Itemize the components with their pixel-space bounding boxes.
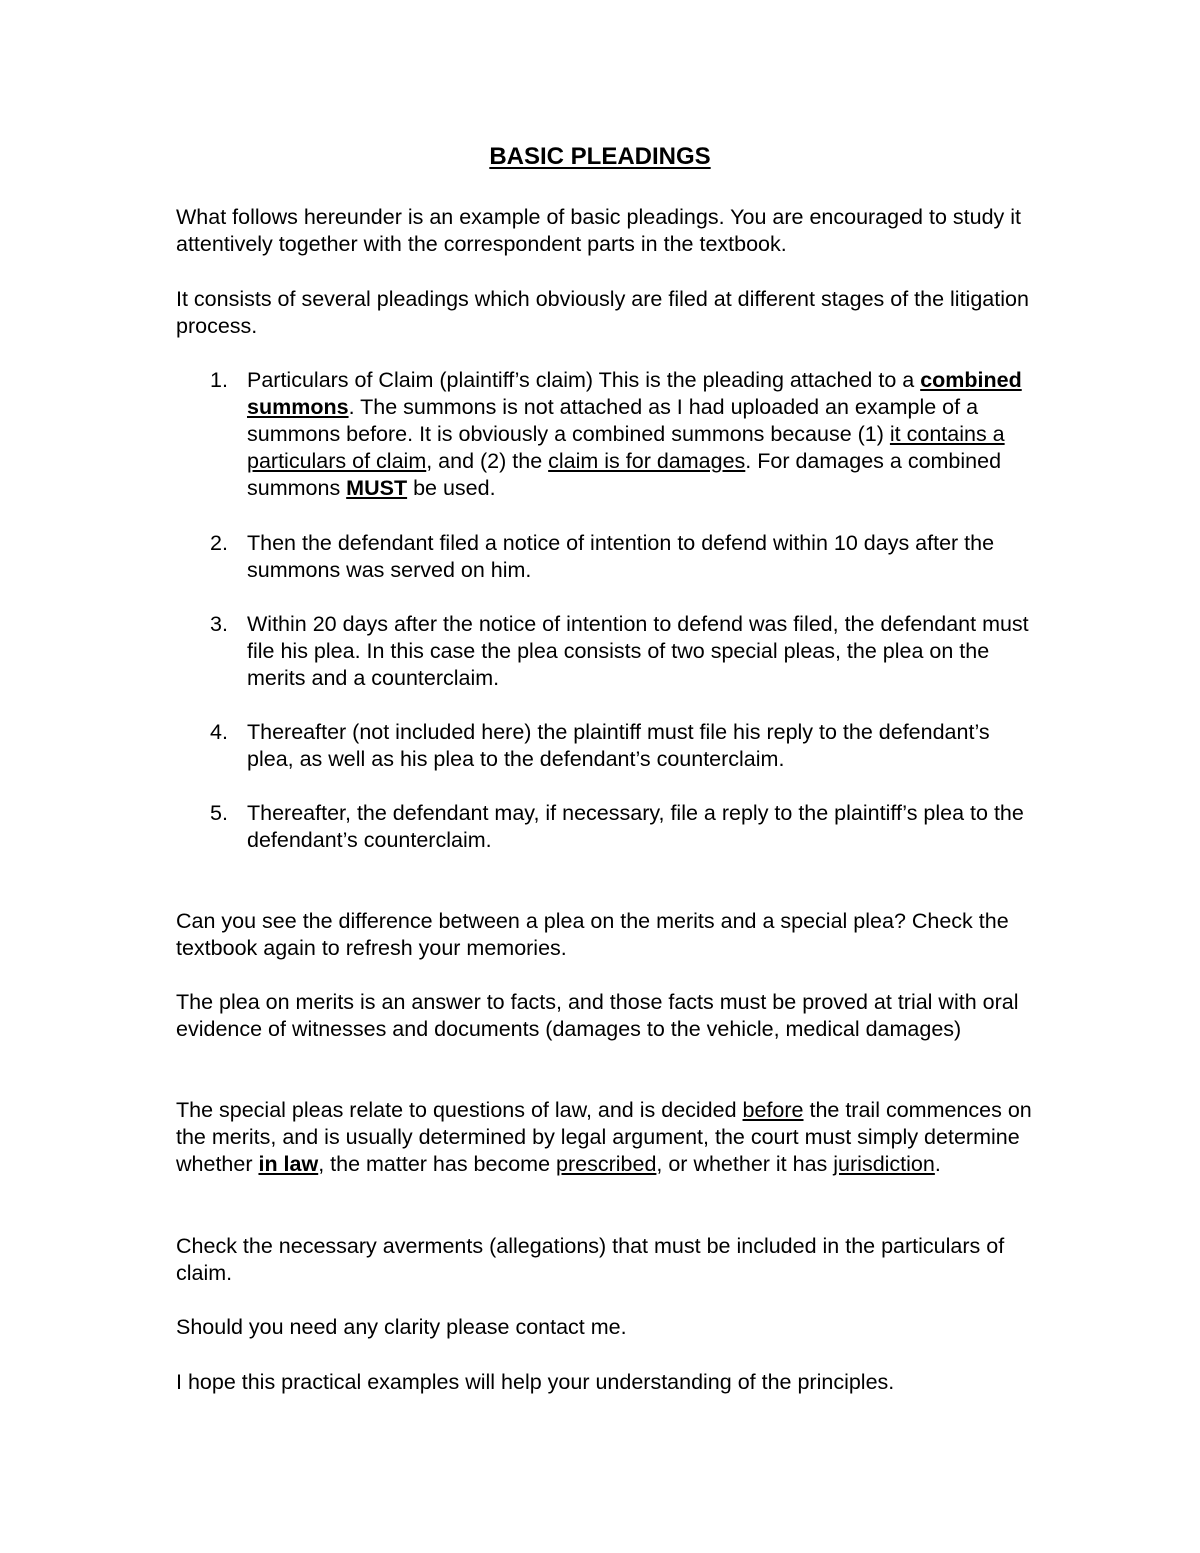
text-run: Then the defendant filed a notice of intention to defend within 10 days after the summons was served on him. [247,531,995,582]
underlined-text: claim is for damages [548,449,746,473]
underlined-text: it contains a particulars of claim [247,422,1005,473]
text-run: Thereafter (not included here) the plaintiff must file his reply to the defendant’s plea, as well as his plea to the defendant’s counterclaim. [247,720,990,771]
emphasized-text: combined summons [247,368,1022,419]
emphasized-text: MUST [346,476,408,500]
list-number: 3. [210,612,228,636]
list-item-text [247,719,1037,773]
text-run: , the matter has become [318,1152,557,1176]
intro-paragraph-1: What follows hereunder is an example of basic pleadings. You are encouraged to study it attentively together with the correspondent parts in the textbook. [176,205,1021,256]
text-run: . The summons is not attached as I had uploaded an example of a summons before. It is obviously a combined summons because (1) [247,395,979,446]
text-run: The special pleas relate to questions of law, and is decided [176,1098,743,1122]
text-run: be used. [407,476,496,500]
list-item-text [247,800,1037,854]
text-run: Thereafter, the defendant may, if necessary, file a reply to the plaintiff’s plea to the defendant’s counterclaim. [247,801,1024,852]
averments-paragraph: Check the necessary averments (allegations) that must be included in the particulars of claim. [176,1234,1005,1285]
merits-paragraph: The plea on merits is an answer to facts, and those facts must be proved at trial with oral evidence of witnesses and documents (damages to the vehicle, medical damages) [176,990,1019,1041]
text-run: . For damages a combined summons [247,449,1002,500]
text-run: Within 20 days after the notice of intention to defend was filed, the defendant must file his plea. In this case the plea consists of two special pleas, the plea on the merits and a counterclaim. [247,612,1029,690]
underlined-text: before [742,1098,804,1122]
underlined-text: prescribed [556,1152,657,1176]
text-run: the trail commences on the merits, and is usually determined by legal argument, the court must simply determine whether [176,1098,1032,1176]
list-number: 1. [210,368,228,392]
difference-paragraph: Can you see the difference between a plea on the merits and a special plea? Check the textbook again to refresh your memories. [176,909,1009,960]
text-run: Particulars of Claim (plaintiff’s claim) This is the pleading attached to a [247,368,921,392]
list-number: 2. [210,531,228,555]
text-run: , and (2) the [426,449,549,473]
underlined-text: jurisdiction [833,1152,935,1176]
page-title: BASIC PLEADINGS [489,143,711,170]
contact-paragraph: Should you need any clarity please contact me. [176,1315,627,1339]
list-number: 5. [210,801,228,825]
closing-paragraph: I hope this practical examples will help your understanding of the principles. [176,1370,895,1394]
emphasized-text: in law [258,1152,319,1176]
text-run: , or whether it has [656,1152,834,1176]
list-item-text [247,367,1037,502]
text-run: . [934,1152,941,1176]
list-item-text [247,530,1037,584]
list-item-text [247,611,1037,692]
list-number: 4. [210,720,228,744]
intro-paragraph-2: It consists of several pleadings which obviously are filed at different stages of the litigation process. [176,287,1029,338]
special-pleas-paragraph [176,1097,1036,1178]
